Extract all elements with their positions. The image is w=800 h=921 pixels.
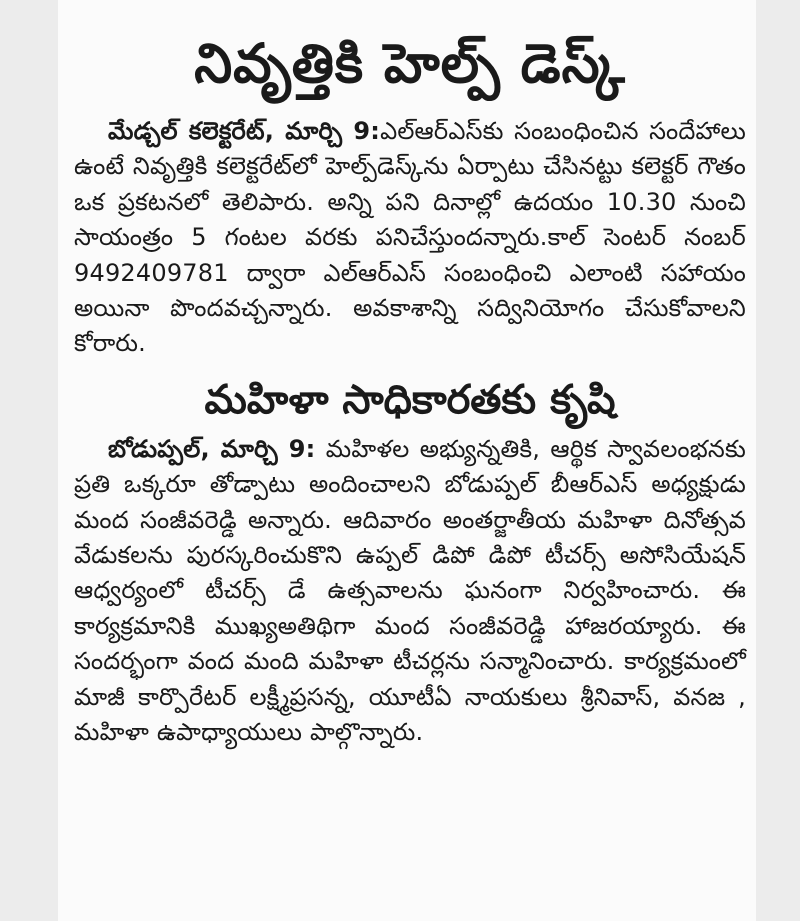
left-margin xyxy=(0,0,58,921)
article1-body xyxy=(74,114,746,362)
right-margin xyxy=(756,0,800,921)
article1-headline: నివృత్తికి హెల్ప్ డెస్క్ xyxy=(194,32,626,95)
article1-dateline: మేడ్చల్ కలెక్టరేట్, మార్చి 9: xyxy=(108,117,381,145)
article2-body xyxy=(74,432,746,751)
article2-paragraph xyxy=(74,432,746,751)
article2-headline: మహిళా సాధికారతకు కృషి xyxy=(204,376,616,423)
newspaper-clipping xyxy=(58,0,756,921)
article1-paragraph xyxy=(74,114,746,362)
article2-text: మహిళల అభ్యున్నతికి, ఆర్థిక స్వావలంభనకు ప్రతి ఒక్కరూ తోడ్పాటు అందించాలని బోడుప్పల్ బీఆర్ఎస్ అధ్యక్షుడు మంద సంజీవరెడ్డి అన్నారు. ఆదివారం అంతర్జాతీయ మహిళా దినోత్సవ వేడుకలను పురస్కరించుకొని ఉప్పల్ డిపో డిపో టీచర్స్ అసోసియేషన్ ఆధ్వర్యంలో టీచర్స్ డే ఉత్సవాలను ఘనంగా నిర్వహించారు. ఈ కార్యక్రమానికి ముఖ్యఅతిథిగా మంద సంజీవరెడ్డి హాజరయ్యారు. ఈ సందర్భంగా వంద మంది మహిళా టీచర్లను సన్మానించారు. కార్యక్రమంలో మాజీ కార్పొరేటర్ లక్ష్మీప్రసన్న, యూటీఏ నాయకులు శ్రీనివాస్, వనజ , మహిళా ఉపాధ్యాయులు పాల్గొన్నారు. xyxy=(74,434,746,747)
article2-dateline: బోడుప్పల్, మార్చి 9: xyxy=(108,434,316,463)
article1-text: ఎల్ఆర్ఎస్‌కు సంబంధించిన సందేహాలు ఉంటే నివృత్తికి కలెక్టరేట్‌లో హెల్ప్‌డెస్క్‌ను ఏర్పాటు చేసినట్టు కలెక్టర్ గౌతం ఒక ప్రకటనలో తెలిపారు. అన్ని పని దినాల్లో ఉదయం 10.30 నుంచి సాయంత్రం 5 గంటల వరకు పనిచేస్తుందన్నారు.కాల్ సెంటర్ నంబర్ 9492409781 ద్వారా ఎల్ఆర్ఎస్ సంబంధించి ఎలాంటి సహాయం అయినా పొందవచ్చన్నారు. అవకాశాన్ని సద్వినియోగం చేసుకోవాలని కోరారు. xyxy=(74,117,746,358)
